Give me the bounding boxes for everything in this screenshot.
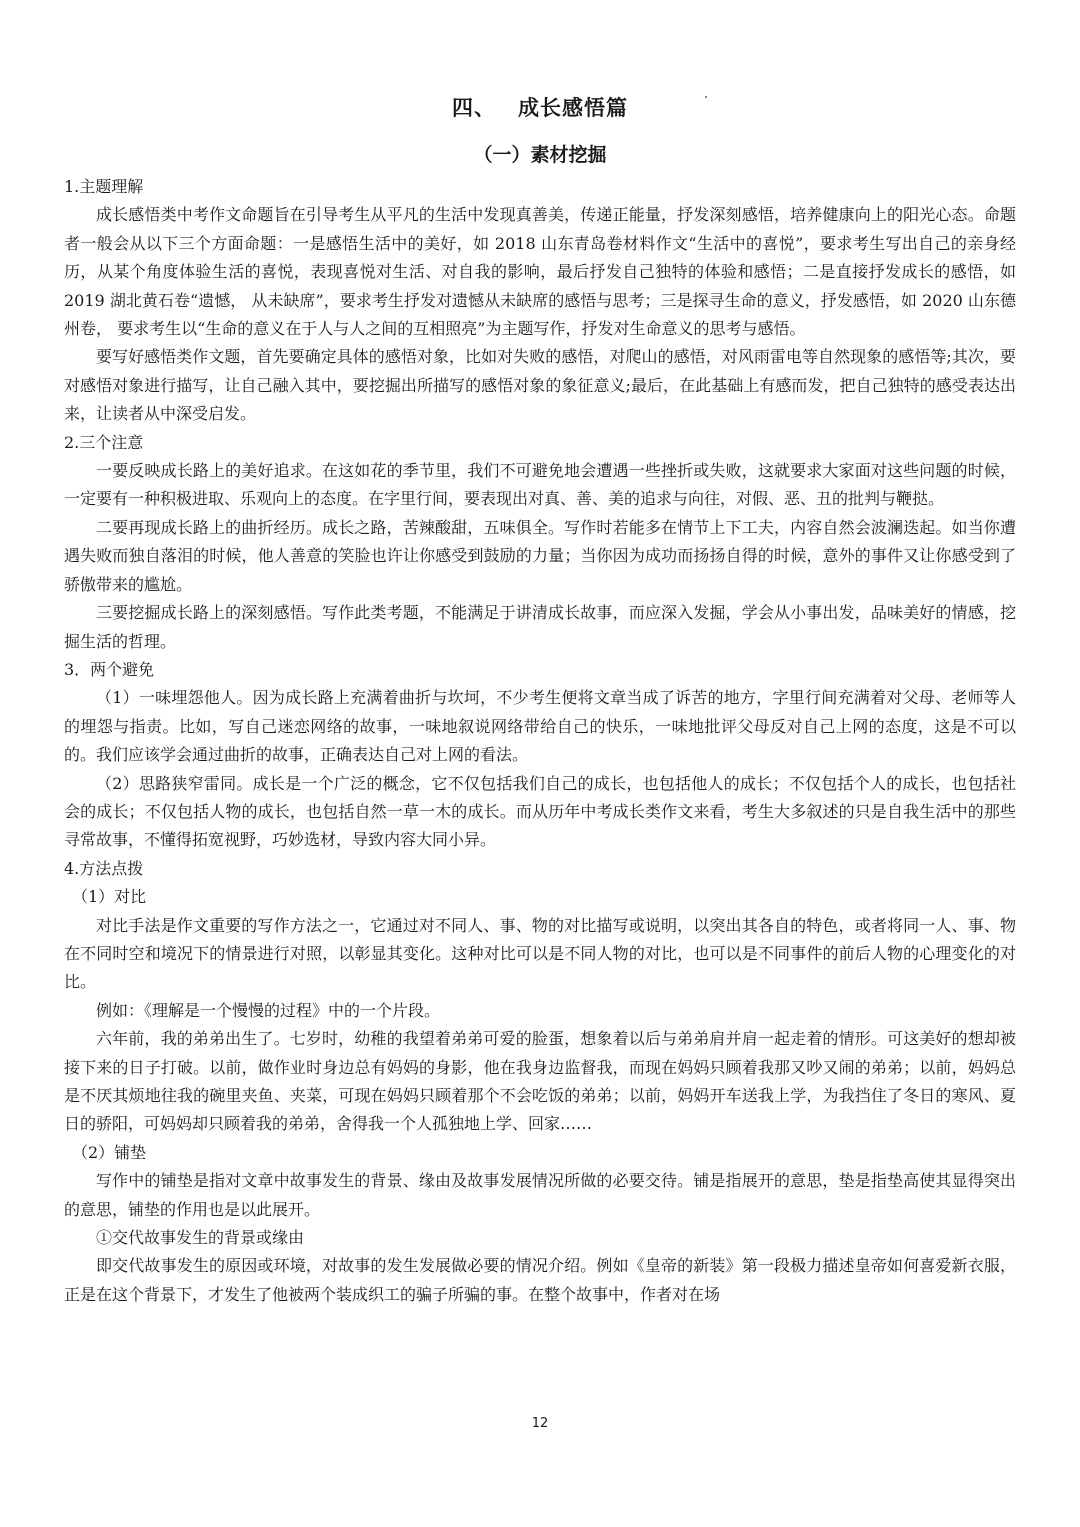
paragraph: 三要挖掘成长路上的深刻感悟。写作此类考题，不能满足于讲清成长故事，而应深入发掘，学会从小事出发，品味美好的情感，挖掘生活的哲理。 (64, 603, 1016, 651)
paragraph: 一要反映成长路上的美好追求。在这如花的季节里，我们不可避免地会遭遇一些挫折或失败，这就要求大家面对这些问题的时候，一定要有一种积极进取、乐观向上的态度。在字里行间，要表现出对真、善、美的追求与向往，对假、恶、丑的批判与鞭挞。 (64, 461, 1016, 509)
title-text: 成长感悟篇 (518, 96, 628, 120)
heading-methods: 4.方法点拨 (64, 858, 144, 878)
paragraph: 即交代故事发生的原因或环境，对故事的发生发展做必要的情况介绍。例如《皇帝的新装》第一段极力描述皇帝如何喜爱新衣服，正是在这个背景下，才发生了他被两个装成织工的骗子所骗的事。在整个故事中，作者对在场 (64, 1256, 1016, 1304)
paragraph: 写作中的铺垫是指对文章中故事发生的背景、缘由及故事发展情况所做的必要交待。铺是指展开的意思，垫是指垫高使其显得突出的意思，铺垫的作用也是以此展开。 (64, 1171, 1016, 1219)
scan-speck (705, 96, 707, 98)
subheading-contrast: （1）对比 (72, 887, 147, 907)
title-number: 四、 (452, 96, 496, 120)
paragraph: 成长感悟类中考作文命题旨在引导考生从平凡的生活中发现真善美，传递正能量，抒发深刻感悟，培养健康向上的阳光心态。命题者一般会从以下三个方面命题：一是感悟生活中的美好，如 2018 山东青岛卷材料作文“生活中的喜悦”，要求考生写出自己的亲身经历，从某个角度体验生活的喜悦，表现喜悦对生活、对自我的影响，最后抒发自己独特的体验和感悟；二是直接抒发成长的感悟，如 2019 湖北黄石卷“遗憾， 从未缺席”，要求考生抒发对遗憾从未缺席的感悟与思考；三是探寻生命的意义，抒发感悟，如 2020 山东德州卷， 要求考生以“生命的意义在于人与人之间的互相照亮”为主题写作，抒发对生命意义的思考与感悟。 (64, 205, 1016, 339)
heading-theme: 1.主题理解 (64, 177, 144, 196)
paragraph: （1）一味埋怨他人。因为成长路上充满着曲折与坎坷，不少考生便将文章当成了诉苦的地方，字里行间充满着对父母、老师等人的埋怨与指责。比如，写自己迷恋网络的故事，一味地叙说网络带给自己的快乐，一味地批评父母反对自己上网的态度，这是不可以的。我们应该学会通过曲折的故事，正确表达自己对上网的看法。 (64, 688, 1016, 765)
paragraph: （2）思路狭窄雷同。成长是一个广泛的概念，它不仅包括我们自己的成长，也包括他人的成长；不仅包括个人的成长，也包括社会的成长；不仅包括人物的成长，也包括自然一草一木的成长。而从历年中考成长类作文来看，考生大多叙述的只是自我生活中的那些寻常故事，不懂得拓宽视野，巧妙选材，导致内容大同小异。 (64, 773, 1016, 850)
heading-two-avoid: 3．两个避免 (64, 659, 155, 679)
paragraph: 对比手法是作文重要的写作方法之一，它通过对不同人、事、物的对比描写或说明，以突出其各自的特色，或者将同一人、事、物在不同时空和境况下的情景进行对照，以彰显其变化。这种对比可以是不同人物的对比，也可以是不同事件的前后人物的心理变化的对比。 (64, 915, 1016, 992)
section-subtitle: （一）素材挖掘 (473, 144, 607, 166)
paragraph: 六年前，我的弟弟出生了。七岁时，幼稚的我望着弟弟可爱的脸蛋，想象着以后与弟弟肩并肩一起走着的情形。可这美好的想却被接下来的日子打破。以前，做作业时身边总有妈妈的身影，他在我身边监督我，而现在妈妈只顾着我那又吵又闹的弟弟；以前，妈妈总是不厌其烦地往我的碗里夹鱼、夹菜，可现在妈妈只顾着那个不会吃饭的弟弟；以前，妈妈开车送我上学，为我挡住了冬日的寒风、夏日的骄阳，可妈妈却只顾着我的弟弟，舍得我一个人孤独地上学、回家…… (64, 1029, 1016, 1134)
subheading-foreshadow: （2）铺垫 (72, 1142, 147, 1162)
heading-three-notes: 2.三个注意 (64, 432, 144, 452)
page-title (64, 92, 1016, 122)
paragraph: 要写好感悟类作文题，首先要确定具体的感悟对象，比如对失败的感悟，对爬山的感悟，对风雨雷电等自然现象的感悟等;其次，要对感悟对象进行描写，让自己融入其中，要挖掘出所描写的感悟对象的象征意义;最后，在此基础上有感而发，把自己独特的感受表达出来，让读者从中深受启发。 (64, 347, 1016, 424)
paragraph: 二要再现成长路上的曲折经历。成长之路，苦辣酸甜，五味俱全。写作时若能多在情节上下工夫，内容自然会波澜迭起。如当你遭遇失败而独自落泪的时候，他人善意的笑脸也许让你感受到鼓励的力量；当你因为成功而扬扬自得的时候，意外的事件又让你感受到了骄傲带来的尴尬。 (64, 517, 1016, 594)
paragraph: ①交代故事发生的背景或缘由 (96, 1228, 305, 1248)
page-number: 12 (531, 1416, 549, 1431)
paragraph: 例如：《理解是一个慢慢的过程》中的一个片段。 (96, 1000, 441, 1020)
document-body (64, 173, 1016, 1309)
